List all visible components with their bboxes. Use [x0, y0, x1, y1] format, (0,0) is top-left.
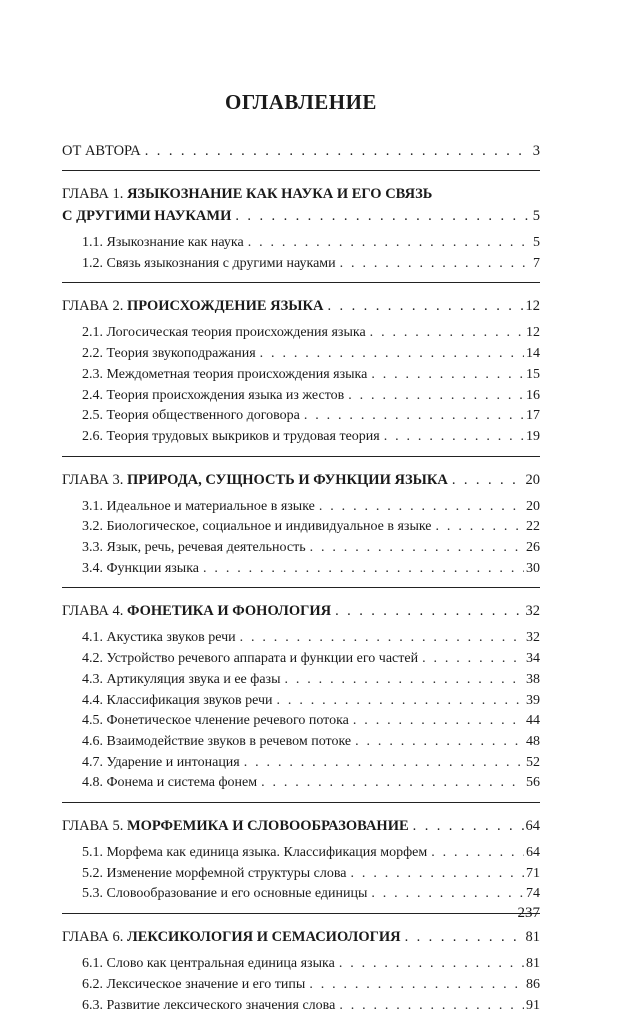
dot-leader	[203, 559, 524, 580]
dot-leader	[371, 884, 524, 905]
dot-leader	[370, 323, 524, 344]
toc-section[interactable]	[62, 538, 540, 559]
dot-leader	[348, 386, 524, 407]
dot-leader	[436, 517, 524, 538]
dot-leader	[260, 344, 524, 365]
section-label: 2.2. Теория звукоподражания	[82, 346, 256, 362]
toc-page-number: 48	[526, 733, 540, 749]
toc-page-number: 71	[526, 865, 540, 881]
table-of-contents	[62, 90, 540, 1024]
dot-leader	[452, 469, 524, 491]
chapter-heading[interactable]	[62, 815, 540, 837]
divider	[62, 456, 540, 457]
chapter-prefix: ГЛАВА 6.	[62, 929, 127, 946]
toc-page-number: 39	[526, 692, 540, 708]
toc-page-number: 5	[532, 208, 540, 224]
toc-page-number: 81	[525, 929, 540, 946]
toc-section[interactable]	[62, 864, 540, 885]
toc-page-number: 5	[533, 235, 540, 250]
chapter-prefix: ГЛАВА 3.	[62, 471, 127, 488]
dot-leader	[277, 691, 524, 712]
toc-section[interactable]	[62, 711, 540, 732]
toc-section[interactable]	[62, 884, 540, 905]
dot-leader	[310, 538, 524, 559]
dot-leader	[405, 926, 524, 948]
toc-page-number: 30	[526, 560, 540, 576]
toc-section[interactable]	[62, 254, 540, 275]
section-label: 5.2. Изменение морфемной структуры слова	[82, 865, 347, 881]
divider	[62, 282, 540, 283]
toc-page-number: 32	[526, 630, 540, 646]
section-label: 2.5. Теория общественного договора	[82, 408, 300, 424]
section-label: 4.3. Артикуляция звука и ее фазы	[82, 671, 281, 687]
toc-section[interactable]	[62, 559, 540, 580]
toc-section[interactable]	[62, 517, 540, 538]
section-label: 5.3. Словообразование и его основные единицы	[82, 886, 368, 902]
chapter-heading[interactable]	[62, 926, 540, 948]
chapter-heading[interactable]	[62, 205, 540, 227]
chapter-heading-label	[62, 926, 401, 948]
toc-section[interactable]	[62, 954, 540, 975]
chapter-title: ЯЗЫКОЗНАНИЕ КАК НАУКА И ЕГО СВЯЗЬ	[126, 186, 433, 202]
section-label: 4.1. Акустика звуков речи	[82, 630, 236, 646]
toc-page-number: 52	[526, 754, 540, 770]
dot-leader	[309, 975, 524, 996]
section-label: 2.1. Логосическая теория происхождения языка	[82, 325, 366, 341]
section-label: 3.1. Идеальное и материальное в языке	[82, 498, 315, 514]
chapter-2	[62, 295, 540, 447]
toc-page-number: 32	[525, 603, 540, 620]
toc-page-number: 38	[526, 671, 540, 687]
toc-section[interactable]	[62, 365, 540, 386]
dot-leader	[413, 815, 524, 837]
toc-page-number: 91	[526, 997, 540, 1013]
chapter-heading[interactable]	[62, 469, 540, 491]
section-label: 4.7. Ударение и интонация	[82, 754, 240, 770]
dot-leader	[353, 711, 524, 732]
toc-section[interactable]	[62, 406, 540, 427]
section-label: 3.3. Язык, речь, речевая деятельность	[82, 540, 306, 556]
toc-entry-author[interactable]	[62, 140, 540, 162]
section-label: 4.2. Устройство речевого аппарата и функции его частей	[82, 651, 419, 667]
dot-leader	[339, 954, 524, 975]
page-number: 237	[517, 905, 540, 921]
chapter-title: МОРФЕМИКА И СЛОВООБРАЗОВАНИЕ	[126, 818, 409, 835]
dot-leader	[371, 365, 524, 386]
toc-page-number: 20	[526, 498, 540, 514]
toc-section[interactable]	[62, 323, 540, 344]
chapter-5	[62, 815, 540, 905]
dot-leader	[244, 753, 524, 774]
section-label: 1.1. Языкознание как наука	[82, 235, 244, 250]
toc-page-number: 20	[525, 471, 540, 488]
toc-page-number: 44	[526, 713, 540, 729]
toc-page-number: 86	[526, 976, 540, 992]
dot-leader	[328, 295, 524, 317]
toc-section[interactable]	[62, 670, 540, 691]
toc-page-number: 3	[532, 143, 540, 159]
divider	[62, 587, 540, 588]
dot-leader	[284, 670, 524, 691]
toc-page-number: 74	[526, 886, 540, 902]
toc-section[interactable]	[62, 628, 540, 649]
toc-page-number: 12	[525, 298, 540, 315]
toc-page-number: 16	[526, 387, 540, 403]
toc-page-number: 34	[526, 651, 540, 667]
section-label: 6.3. Развитие лексического значения слова	[82, 997, 336, 1013]
chapter-title: ПРИРОДА, СУЩНОСТЬ И ФУНКЦИИ ЯЗЫКА	[126, 471, 448, 488]
chapter-heading-label	[62, 295, 324, 317]
page-title: ОГЛАВЛЕНИЕ	[225, 90, 377, 114]
chapter-prefix: ГЛАВА 1.	[62, 186, 127, 202]
dot-leader	[422, 649, 524, 670]
toc-section[interactable]	[62, 996, 540, 1017]
toc-page-number: 12	[526, 325, 540, 341]
dot-leader	[335, 600, 523, 622]
section-label: 4.6. Взаимодействие звуков в речевом потоке	[82, 733, 352, 749]
section-label: 1.2. Связь языкознания с другими науками	[82, 255, 336, 271]
chapter-heading[interactable]	[62, 295, 540, 317]
toc-page-number: 64	[526, 845, 540, 861]
toc-section[interactable]	[62, 975, 540, 996]
section-label: 6.1. Слово как центральная единица языка	[82, 956, 335, 972]
toc-page-number: 22	[526, 519, 540, 535]
toc-page-number: 17	[526, 408, 540, 424]
toc-section[interactable]	[62, 497, 540, 518]
dot-leader	[235, 205, 530, 227]
section-label: 5.1. Морфема как единица языка. Классификация морфем	[82, 845, 428, 861]
toc-page-number: 15	[526, 366, 540, 382]
toc-section[interactable]	[62, 732, 540, 753]
chapter-heading-label	[62, 469, 448, 491]
chapter-title-continued: С ДРУГИМИ НАУКАМИ	[62, 208, 232, 224]
chapter-heading-label	[62, 600, 331, 622]
toc-entry-label: ОТ АВТОРА	[62, 143, 141, 159]
toc-section[interactable]	[62, 843, 540, 864]
chapter-heading[interactable]	[62, 600, 540, 622]
toc-page-number: 7	[533, 255, 540, 271]
chapter-prefix: ГЛАВА 4.	[62, 603, 127, 620]
toc-section[interactable]	[62, 233, 540, 254]
dot-leader	[261, 773, 524, 794]
chapter-prefix: ГЛАВА 5.	[62, 818, 127, 835]
section-label: 3.2. Биологическое, социальное и индивидуальное в языке	[82, 519, 432, 535]
toc-page-number: 64	[525, 818, 540, 835]
chapter-title: ПРОИСХОЖДЕНИЕ ЯЗЫКА	[126, 298, 324, 315]
section-label: 6.2. Лексическое значение и его типы	[82, 976, 306, 992]
dot-leader	[145, 140, 531, 162]
section-label: 4.4. Классификация звуков речи	[82, 692, 273, 708]
section-label: 4.5. Фонетическое членение речевого потока	[82, 713, 349, 729]
dot-leader	[351, 864, 524, 885]
toc-section[interactable]	[62, 773, 540, 794]
toc-page-number: 14	[526, 346, 540, 362]
dot-leader	[431, 843, 524, 864]
chapter-4	[62, 600, 540, 794]
toc-page-number: 56	[526, 775, 540, 791]
section-label: 2.3. Междометная теория происхождения языка	[82, 366, 368, 382]
divider	[62, 170, 540, 171]
dot-leader	[240, 628, 524, 649]
dot-leader	[248, 233, 531, 254]
chapter-heading-line[interactable]	[62, 183, 540, 205]
chapter-heading-label	[62, 815, 409, 837]
section-label: 2.6. Теория трудовых выкриков и трудовая теория	[82, 428, 380, 444]
chapter-6	[62, 926, 540, 1016]
toc-section[interactable]	[62, 386, 540, 407]
toc-page-number: 26	[526, 540, 540, 556]
section-label: 2.4. Теория происхождения языка из жестов	[82, 387, 345, 403]
toc-section[interactable]	[62, 649, 540, 670]
toc-section[interactable]	[62, 427, 540, 448]
toc-section[interactable]	[62, 753, 540, 774]
dot-leader	[319, 497, 524, 518]
toc-page-number: 81	[526, 956, 540, 972]
dot-leader	[304, 406, 524, 427]
dot-leader	[339, 996, 524, 1017]
chapter-title: ФОНЕТИКА И ФОНОЛОГИЯ	[126, 603, 332, 620]
section-label: 4.8. Фонема и система фонем	[82, 775, 258, 791]
toc-section[interactable]	[62, 691, 540, 712]
dot-leader	[340, 254, 531, 275]
dot-leader	[384, 427, 524, 448]
toc-section[interactable]	[62, 344, 540, 365]
toc-page-number: 19	[526, 428, 540, 444]
chapter-title: ЛЕКСИКОЛОГИЯ И СЕМАСИОЛОГИЯ	[126, 929, 401, 946]
divider	[62, 802, 540, 803]
chapter-1	[62, 183, 540, 274]
chapter-3	[62, 469, 540, 580]
chapter-prefix: ГЛАВА 2.	[62, 298, 127, 315]
section-label: 3.4. Функции языка	[82, 560, 200, 576]
dot-leader	[355, 732, 524, 753]
